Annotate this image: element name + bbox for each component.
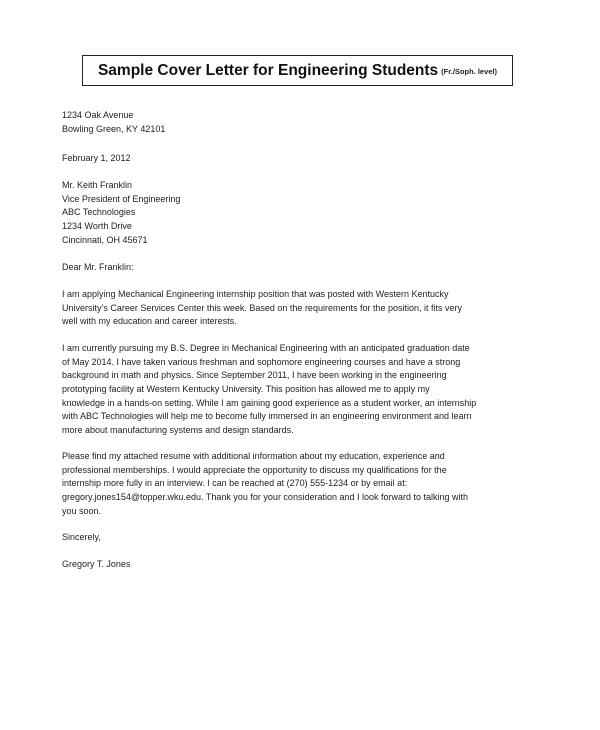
paragraph-line: background in math and physics. Since September 2011, I have been working in the engineering (62, 370, 447, 381)
paragraph-line: gregory.jones154@topper.wku.edu. Thank you for your consideration and I look forward to talking with (62, 492, 469, 503)
address-line: 1234 Oak Avenue (62, 110, 134, 120)
paragraph-line: I am applying Mechanical Engineering internship position that was posted with Western Kentucky (62, 289, 449, 299)
paragraph-line: I am currently pursuing my B.S. Degree in Mechanical Engineering with an anticipated graduation date (62, 343, 470, 353)
paragraph-line: well with my education and career interests. (62, 316, 237, 327)
closing: Sincerely, (62, 532, 101, 542)
recipient-line: 1234 Worth Drive (62, 221, 132, 232)
paragraph-line: of May 2014. I have taken various freshman and sophomore engineering courses and have a strong (62, 356, 461, 367)
document-subtitle: (Fr./Soph. level) (441, 67, 498, 76)
paragraph-line: Please find my attached resume with additional information about my education, experience and (62, 451, 445, 461)
salutation: Dear Mr. Franklin: (62, 262, 134, 272)
paragraph-3 (62, 450, 468, 518)
paragraph-line: professional memberships. I would appreciate the opportunity to discuss my qualifications for the (62, 464, 447, 475)
recipient-line: Vice President of Engineering (62, 193, 181, 204)
recipient-line: Cincinnati, OH 45671 (62, 234, 148, 245)
paragraph-line: you soon. (62, 505, 102, 516)
paragraph-line: internship more fully in an interview. I can be reached at (270) 555-1234 or by email at: (62, 478, 408, 489)
recipient-line: ABC Technologies (62, 207, 136, 218)
paragraph-line: knowledge in a hands-on setting. While I am gaining good experience as a student worker, an internship (62, 397, 477, 408)
document-title: Sample Cover Letter for Engineering Students (97, 61, 439, 79)
recipient-line: Mr. Keith Franklin (62, 180, 133, 190)
address-line: Bowling Green, KY 42101 (62, 123, 166, 134)
paragraph-line: more about manufacturing systems and design standards. (62, 425, 294, 436)
sender-address (62, 109, 165, 136)
signature-name: Gregory T. Jones (62, 559, 131, 569)
letter-date: February 1, 2012 (62, 153, 131, 163)
paragraph-line: University’s Career Services Center this week. Based on the requirements for the position, it fits very (62, 302, 463, 313)
paragraph-line: prototyping facility at Western Kentucky University. This position has allowed me to apply my (62, 384, 430, 395)
title-box (82, 55, 513, 86)
recipient-address (62, 179, 180, 247)
paragraph-1 (62, 288, 462, 329)
paragraph-2 (62, 342, 476, 438)
paragraph-line: with ABC Technologies will help me to become fully immersed in an engineering environment and learn (62, 411, 472, 422)
